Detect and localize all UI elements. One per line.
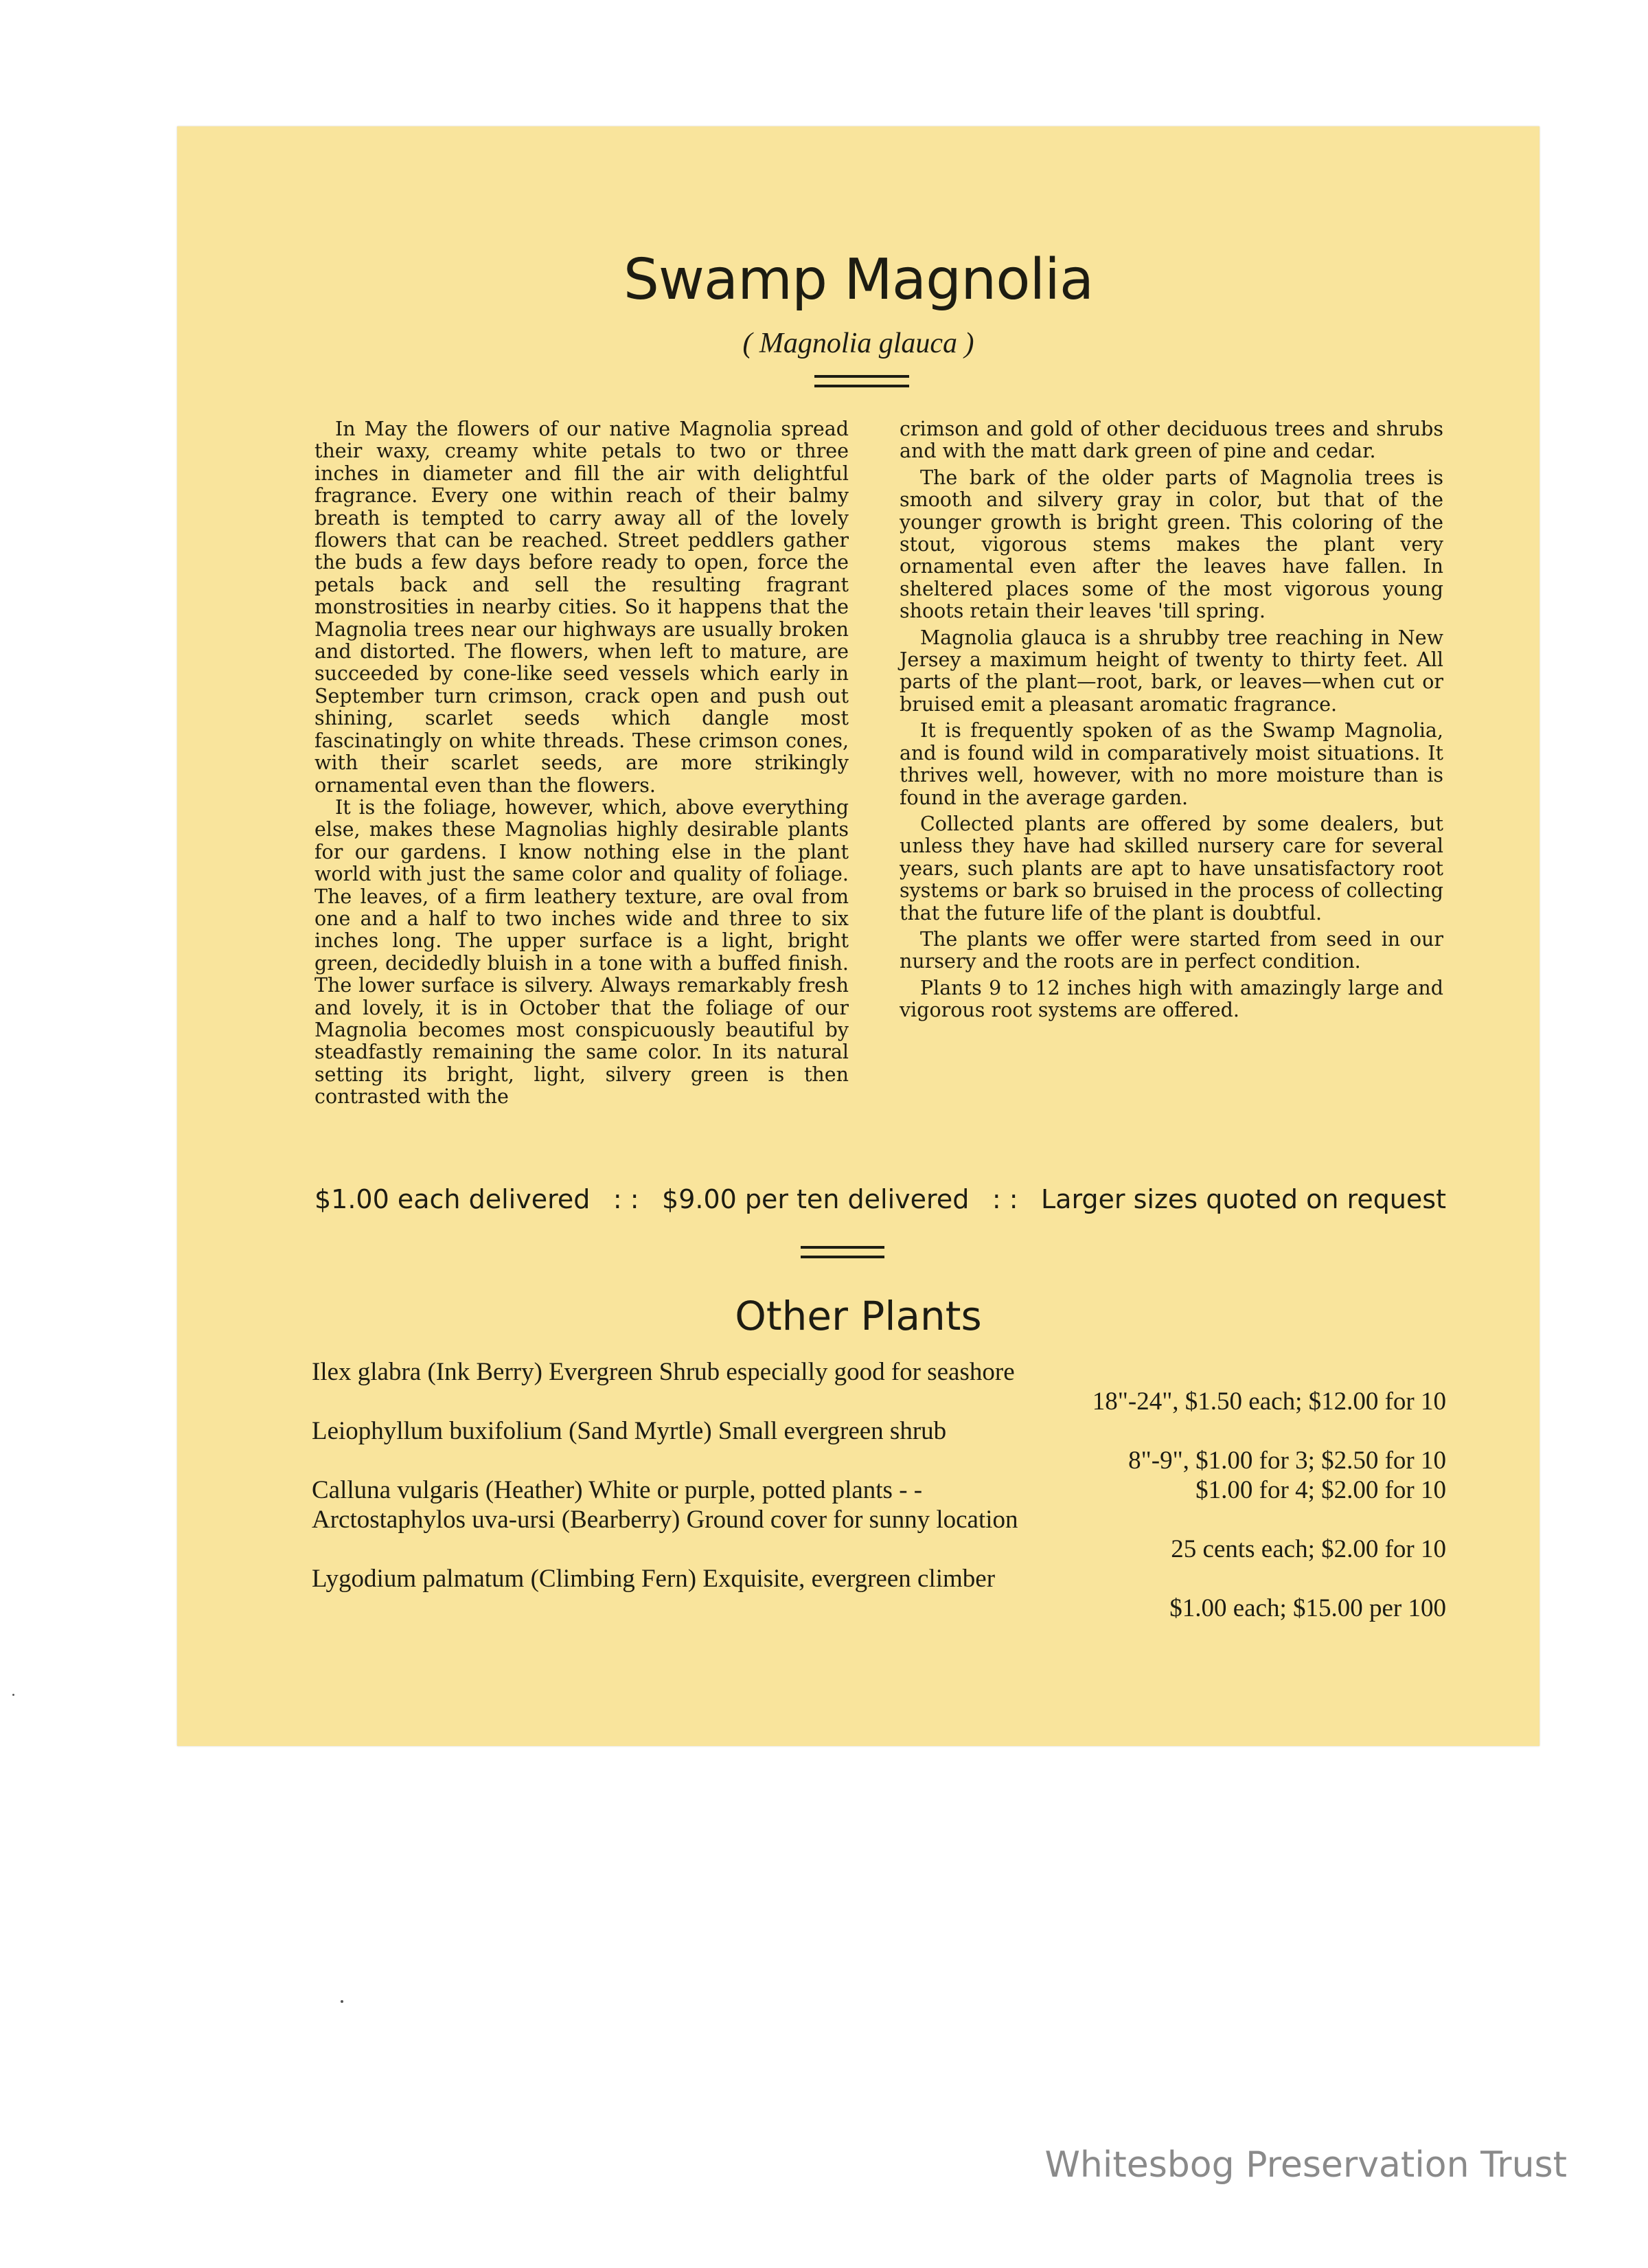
plant-description: Lygodium palmatum (Climbing Fern) Exquisite, evergreen climber bbox=[312, 1565, 996, 1593]
price-each: $1.00 each delivered bbox=[314, 1184, 591, 1214]
list-item bbox=[312, 1564, 1446, 1623]
plant-price: $1.00 each; $15.00 per 100 bbox=[1169, 1594, 1446, 1622]
plant-description: Arctostaphylos uva-ursi (Bearberry) Ground cover for sunny location bbox=[312, 1506, 1018, 1534]
plant-price: 8"-9", $1.00 for 3; $2.50 for 10 bbox=[1128, 1447, 1446, 1475]
plant-description: Ilex glabra (Ink Berry) Evergreen Shrub especially good for seashore bbox=[312, 1358, 1015, 1386]
list-item bbox=[312, 1505, 1446, 1564]
catalog-page bbox=[177, 126, 1540, 1746]
title-divider bbox=[814, 375, 909, 387]
paragraph: Magnolia glauca is a shrubby tree reaching in New Jersey a maximum height of twenty to thirty feet. All parts of the plant—root, bark, or leaves—when cut or bruised emit a pleasant aromatic fragrance. bbox=[900, 626, 1443, 716]
other-plants-title: Other Plants bbox=[735, 1293, 982, 1339]
plant-price: 25 cents each; $2.00 for 10 bbox=[1171, 1535, 1446, 1563]
paragraph-continuation: crimson and gold of other deciduous trees and shrubs and with the matt dark green of pine and cedar. bbox=[900, 418, 1443, 463]
paragraph: The plants we offer were started from seed in our nursery and the roots are in perfect condition. bbox=[900, 927, 1443, 973]
list-item bbox=[312, 1357, 1446, 1416]
price-separator: : : bbox=[613, 1184, 639, 1214]
page-title: Swamp Magnolia bbox=[623, 247, 1094, 313]
plant-price: $1.00 for 4; $2.00 for 10 bbox=[1195, 1476, 1446, 1504]
list-item bbox=[312, 1475, 1446, 1505]
price-separator: : : bbox=[992, 1184, 1018, 1214]
price-larger: Larger sizes quoted on request bbox=[1041, 1184, 1446, 1214]
paragraph: The bark of the older parts of Magnolia trees is smooth and silvery gray in color, but that of the younger growth is bright green. This coloring of the stout, vigorous stems makes the plant very ornamental even after the leaves have fallen. In sheltered places some of the most vigorous young shoots retain their leaves 'till spring. bbox=[900, 466, 1443, 623]
left-text-column bbox=[314, 418, 849, 1109]
plant-description: Calluna vulgaris (Heather) White or purple, potted plants - - bbox=[312, 1476, 923, 1504]
paragraph: Plants 9 to 12 inches high with amazingly large and vigorous root systems are offered. bbox=[900, 976, 1443, 1022]
right-text-column bbox=[900, 418, 1443, 1026]
botanical-name: ( Magnolia glauca ) bbox=[742, 328, 974, 359]
dust-speck bbox=[341, 2000, 343, 2003]
list-item bbox=[312, 1416, 1446, 1475]
price-ten: $9.00 per ten delivered bbox=[662, 1184, 970, 1214]
paragraph: In May the flowers of our native Magnolia spread their waxy, creamy white petals to two or three inches in diameter and fill the air with delightful fragrance. Every one within reach of their balmy breath is tempted to carry away all of the lovely flowers that can be reached. Street peddlers gather the buds a few days before ready to open, force the petals back and sell the resulting fragrant monstrosities in nearby cities. So it happens that the Magnolia trees near our highways are usually broken and distorted. The flowers, when left to mature, are succeeded by cone-like seed vessels which early in September turn crimson, crack open and push out shining, scarlet seeds which dangle most fascinatingly on white threads. These crimson cones, with their scarlet seeds, are more strikingly ornamental even than the flowers. bbox=[314, 418, 849, 797]
paragraph: Collected plants are offered by some dealers, but unless they have had skilled nursery care for several years, such plants are apt to have unsatisfactory root systems or bark so bruised in the process of collecting that the future life of the plant is doubtful. bbox=[900, 812, 1443, 925]
pricing-line bbox=[314, 1184, 1446, 1214]
watermark: Whitesbog Preservation Trust bbox=[1044, 2144, 1567, 2186]
paragraph: It is the foliage, however, which, above everything else, makes these Magnolias highly desirable plants for our gardens. I know nothing else in the plant world with just the same color and quality of foliage. The leaves, of a firm leathery texture, are oval from one and a half to two inches wide and three to six inches long. The upper surface is a light, bright green, decidedly bluish in a tone with a buffed finish. The lower surface is silvery. Always remarkably fresh and lovely, it is in October that the foliage of our Magnolia becomes most conspicuously beautiful by steadfastly remaining the same color. In its natural setting its bright, light, silvery green is then contrasted with the bbox=[314, 795, 849, 1109]
section-divider bbox=[801, 1246, 884, 1258]
plant-description: Leiophyllum buxifolium (Sand Myrtle) Small evergreen shrub bbox=[312, 1417, 947, 1445]
paragraph: It is frequently spoken of as the Swamp Magnolia, and is found wild in comparatively moist situations. It thrives well, however, with no more moisture than is found in the average garden. bbox=[900, 719, 1443, 809]
plant-price: 18"-24", $1.50 each; $12.00 for 10 bbox=[1092, 1387, 1446, 1416]
other-plants-list bbox=[312, 1357, 1446, 1623]
dust-speck bbox=[12, 1694, 14, 1696]
